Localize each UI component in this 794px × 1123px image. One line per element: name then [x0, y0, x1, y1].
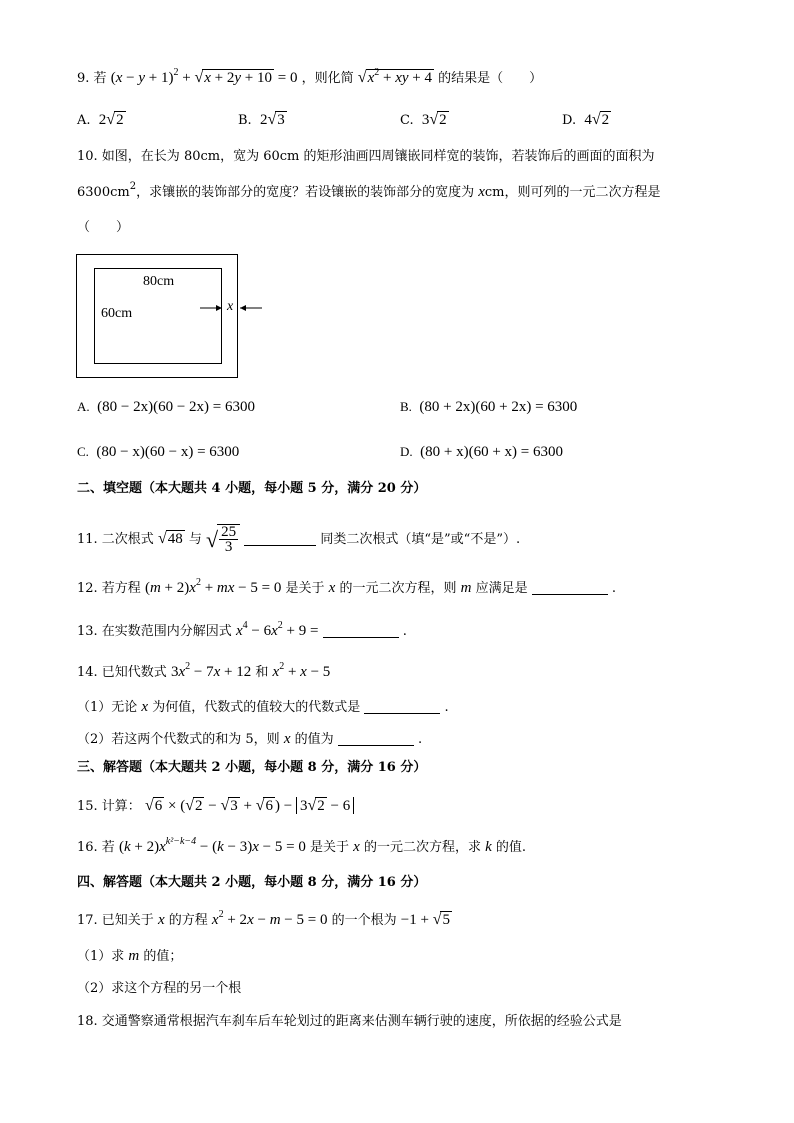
q12-m: m [460, 580, 472, 596]
q12-equation: $(m + 2)x^2$ + mx − 5 = 0 [144, 577, 282, 596]
q10-option-c [77, 442, 239, 462]
q13-expression: $x^4 - 6x^2 + 9$ = [235, 620, 319, 639]
q10-option-b [400, 397, 577, 417]
q11-denominator: 3 [224, 539, 233, 555]
figure-width-label: 60cm [101, 306, 133, 321]
option-label: A. [77, 113, 91, 128]
q9-condition-formula: $(x - y + 1)^2 + √x + 2y + 10 = 0$ [110, 67, 298, 86]
q9-option-c: C. 3√2 [400, 111, 447, 128]
q17-equation: $x^2 + 2x - m - 5 = 0$ [211, 909, 328, 928]
option-label: B. [238, 113, 252, 128]
q17-p1-text-b: 的值； [143, 949, 183, 964]
q17-text-c: 的一个根为 [331, 913, 397, 928]
q14-p2-answer-blank[interactable] [338, 731, 414, 746]
q12-period: . [611, 581, 617, 596]
q14-p2-var: x [283, 731, 291, 747]
question-16 [77, 837, 526, 858]
q17-text-a: 17. 已知关于 [77, 913, 154, 928]
q9-option-d: D. 4√2 [562, 111, 610, 128]
question-14 [77, 662, 330, 683]
q10-line-2-text: ，求镶嵌的装饰部分的宽度？若设镶嵌的装饰部分的宽度为 [136, 185, 475, 200]
q14-text-a: 14. 已知代数式 [77, 665, 167, 680]
option-label: B. [400, 399, 412, 414]
question-13 [77, 621, 407, 642]
q9-text-a: 若 [93, 71, 107, 86]
question-9 [77, 68, 542, 89]
q15-text-a: 15. 计算： [77, 799, 141, 814]
section-3-heading: 三、解答题（本大题共 2 小题，每小题 8 分，满分 16 分） [77, 760, 427, 775]
q11-text-a: 11. 二次根式 [77, 531, 154, 547]
option-coef: 4 [584, 112, 592, 128]
option-coef: 3 [421, 112, 430, 128]
option-equation: (80 − 2x)(60 − 2x) = 6300 [97, 399, 255, 415]
q11-numerator: 25 [221, 524, 237, 540]
option-radicand: 2 [116, 112, 124, 128]
q12-var: x [328, 580, 336, 596]
option-radicand: 2 [439, 112, 447, 128]
q14-p2-text-b: 的值为 [294, 732, 334, 747]
question-11: 11. 二次根式 √48 与 √ $\frac{25}{3}$ 同类二次根式（填“是”或“不是”）. [77, 524, 521, 555]
q11-text-c: 同类二次根式（填“是”或“不是”）. [320, 531, 521, 547]
question-12 [77, 578, 616, 599]
q14-expr-2: $x^2 + x - 5$ [272, 661, 331, 680]
figure-length-label: 80cm [143, 274, 175, 289]
q10-area-exp: 2 [129, 181, 137, 192]
q13-answer-blank[interactable] [323, 623, 399, 638]
q11-sqrt-fraction: √ $\frac{25}{3}$ [206, 531, 240, 547]
q15-expression: √6 × (√2 − √3 + √6 ) − 3√2 − 6 [145, 798, 354, 814]
q17-part-2: （2）求这个方程的另一个根 [77, 981, 242, 996]
option-radicand: 2 [601, 112, 610, 128]
q9-text-b: ，则化简 [301, 71, 354, 86]
q14-part-1 [77, 697, 449, 718]
section-4-heading: 四、解答题（本大题共 2 小题，每小题 8 分，满分 16 分） [77, 875, 427, 890]
q9-expression: $√x^2$ + xy + 4 [357, 67, 432, 86]
q10-option-d [400, 442, 563, 462]
q14-p1-text-a: （1）无论 [77, 700, 138, 715]
q17-p1-m: m [128, 948, 140, 964]
q11-text-b: 与 [188, 531, 202, 547]
q9-text-c: 的结果是（ ） [438, 71, 543, 86]
option-radicand: 3 [277, 112, 285, 128]
option-label: C. [400, 113, 414, 128]
option-equation: (80 − x)(60 − x) = 6300 [96, 444, 240, 460]
question-18: 18. 交通警察通常根据汽车刹车后车轮划过的距离来估测车辆行驶的速度，所依据的经验公式是 [77, 1014, 622, 1029]
q10-area: 6300cm [77, 185, 130, 200]
question-17 [77, 910, 452, 931]
q17-p1-text-a: （1）求 [77, 949, 125, 964]
q16-text-c: 的一元二次方程，求 [363, 840, 481, 855]
figure-x-label: x [227, 299, 234, 314]
q12-answer-blank[interactable] [532, 580, 608, 595]
q14-p2-text-a: （2）若这两个代数式的和为 5，则 [77, 732, 280, 747]
q14-and: 和 [255, 665, 269, 680]
q10-line-2 [77, 182, 661, 203]
q14-p1-var: x [141, 699, 149, 715]
section-2-heading: 二、填空题（本大题共 4 小题，每小题 5 分，满分 20 分） [77, 481, 427, 496]
q9-number: 9. [77, 71, 90, 86]
q9-option-a: A. 2√2 [77, 111, 124, 128]
option-label: A. [77, 399, 90, 414]
q12-text-b: 是关于 [285, 581, 325, 596]
q12-text-a: 12. 若方程 [77, 581, 141, 596]
option-label: D. [400, 444, 413, 459]
q10-line-1: 10. 如图，在长为 80cm，宽为 60cm 的矩形油画四周镶嵌同样宽的装饰，若装饰后的画面的面积为 [77, 149, 655, 164]
q16-text-b: 是关于 [309, 840, 349, 855]
option-equation: (80 + x)(60 + x) = 6300 [420, 444, 563, 460]
q16-text-d: 的值. [495, 840, 527, 855]
q10-var: x [478, 184, 485, 200]
q12-text-d: 应满足是 [475, 581, 528, 596]
option-coef: 2 [259, 112, 268, 128]
option-label: D. [562, 113, 577, 128]
q11-radicand: 48 [167, 530, 183, 547]
q16-text-a: 16. 若 [77, 840, 115, 855]
q10-line-2-text-end: cm，则可列的一元二次方程是 [484, 185, 661, 200]
q16-var: x [353, 839, 360, 855]
q10-option-a [77, 397, 255, 417]
q16-equation: $(k + 2)x^{k^2-k-4} - (k - 3)x - 5 = 0$ [118, 836, 306, 855]
question-15 [77, 796, 354, 817]
q14-p1-text-b: 为何值，代数式的值较大的代数式是 [152, 700, 361, 715]
q13-period: . [402, 624, 407, 639]
q14-p2-period: . [417, 732, 423, 747]
q12-text-c: 的一元二次方程，则 [339, 581, 457, 596]
q13-text-a: 13. 在实数范围内分解因式 [77, 624, 232, 639]
q17-var: x [157, 912, 165, 928]
option-coef: 2 [98, 112, 107, 128]
q17-text-b: 的方程 [168, 913, 208, 928]
q14-p1-answer-blank[interactable] [364, 699, 440, 714]
q14-p1-period: . [444, 700, 449, 715]
q9-option-b: B. 2√3 [238, 111, 285, 128]
q17-part-1 [77, 946, 182, 967]
q14-part-2 [77, 729, 422, 750]
q10-line-3: （ ） [77, 220, 130, 235]
option-label: C. [77, 444, 89, 459]
q14-expr-1: $3x^2 - 7x + 12$ [170, 661, 252, 680]
q17-root: −1 + √5 [400, 911, 450, 928]
option-equation: (80 + 2x)(60 + 2x) = 6300 [419, 399, 578, 415]
q11-answer-blank[interactable] [244, 531, 316, 546]
q16-k: k [485, 839, 492, 855]
